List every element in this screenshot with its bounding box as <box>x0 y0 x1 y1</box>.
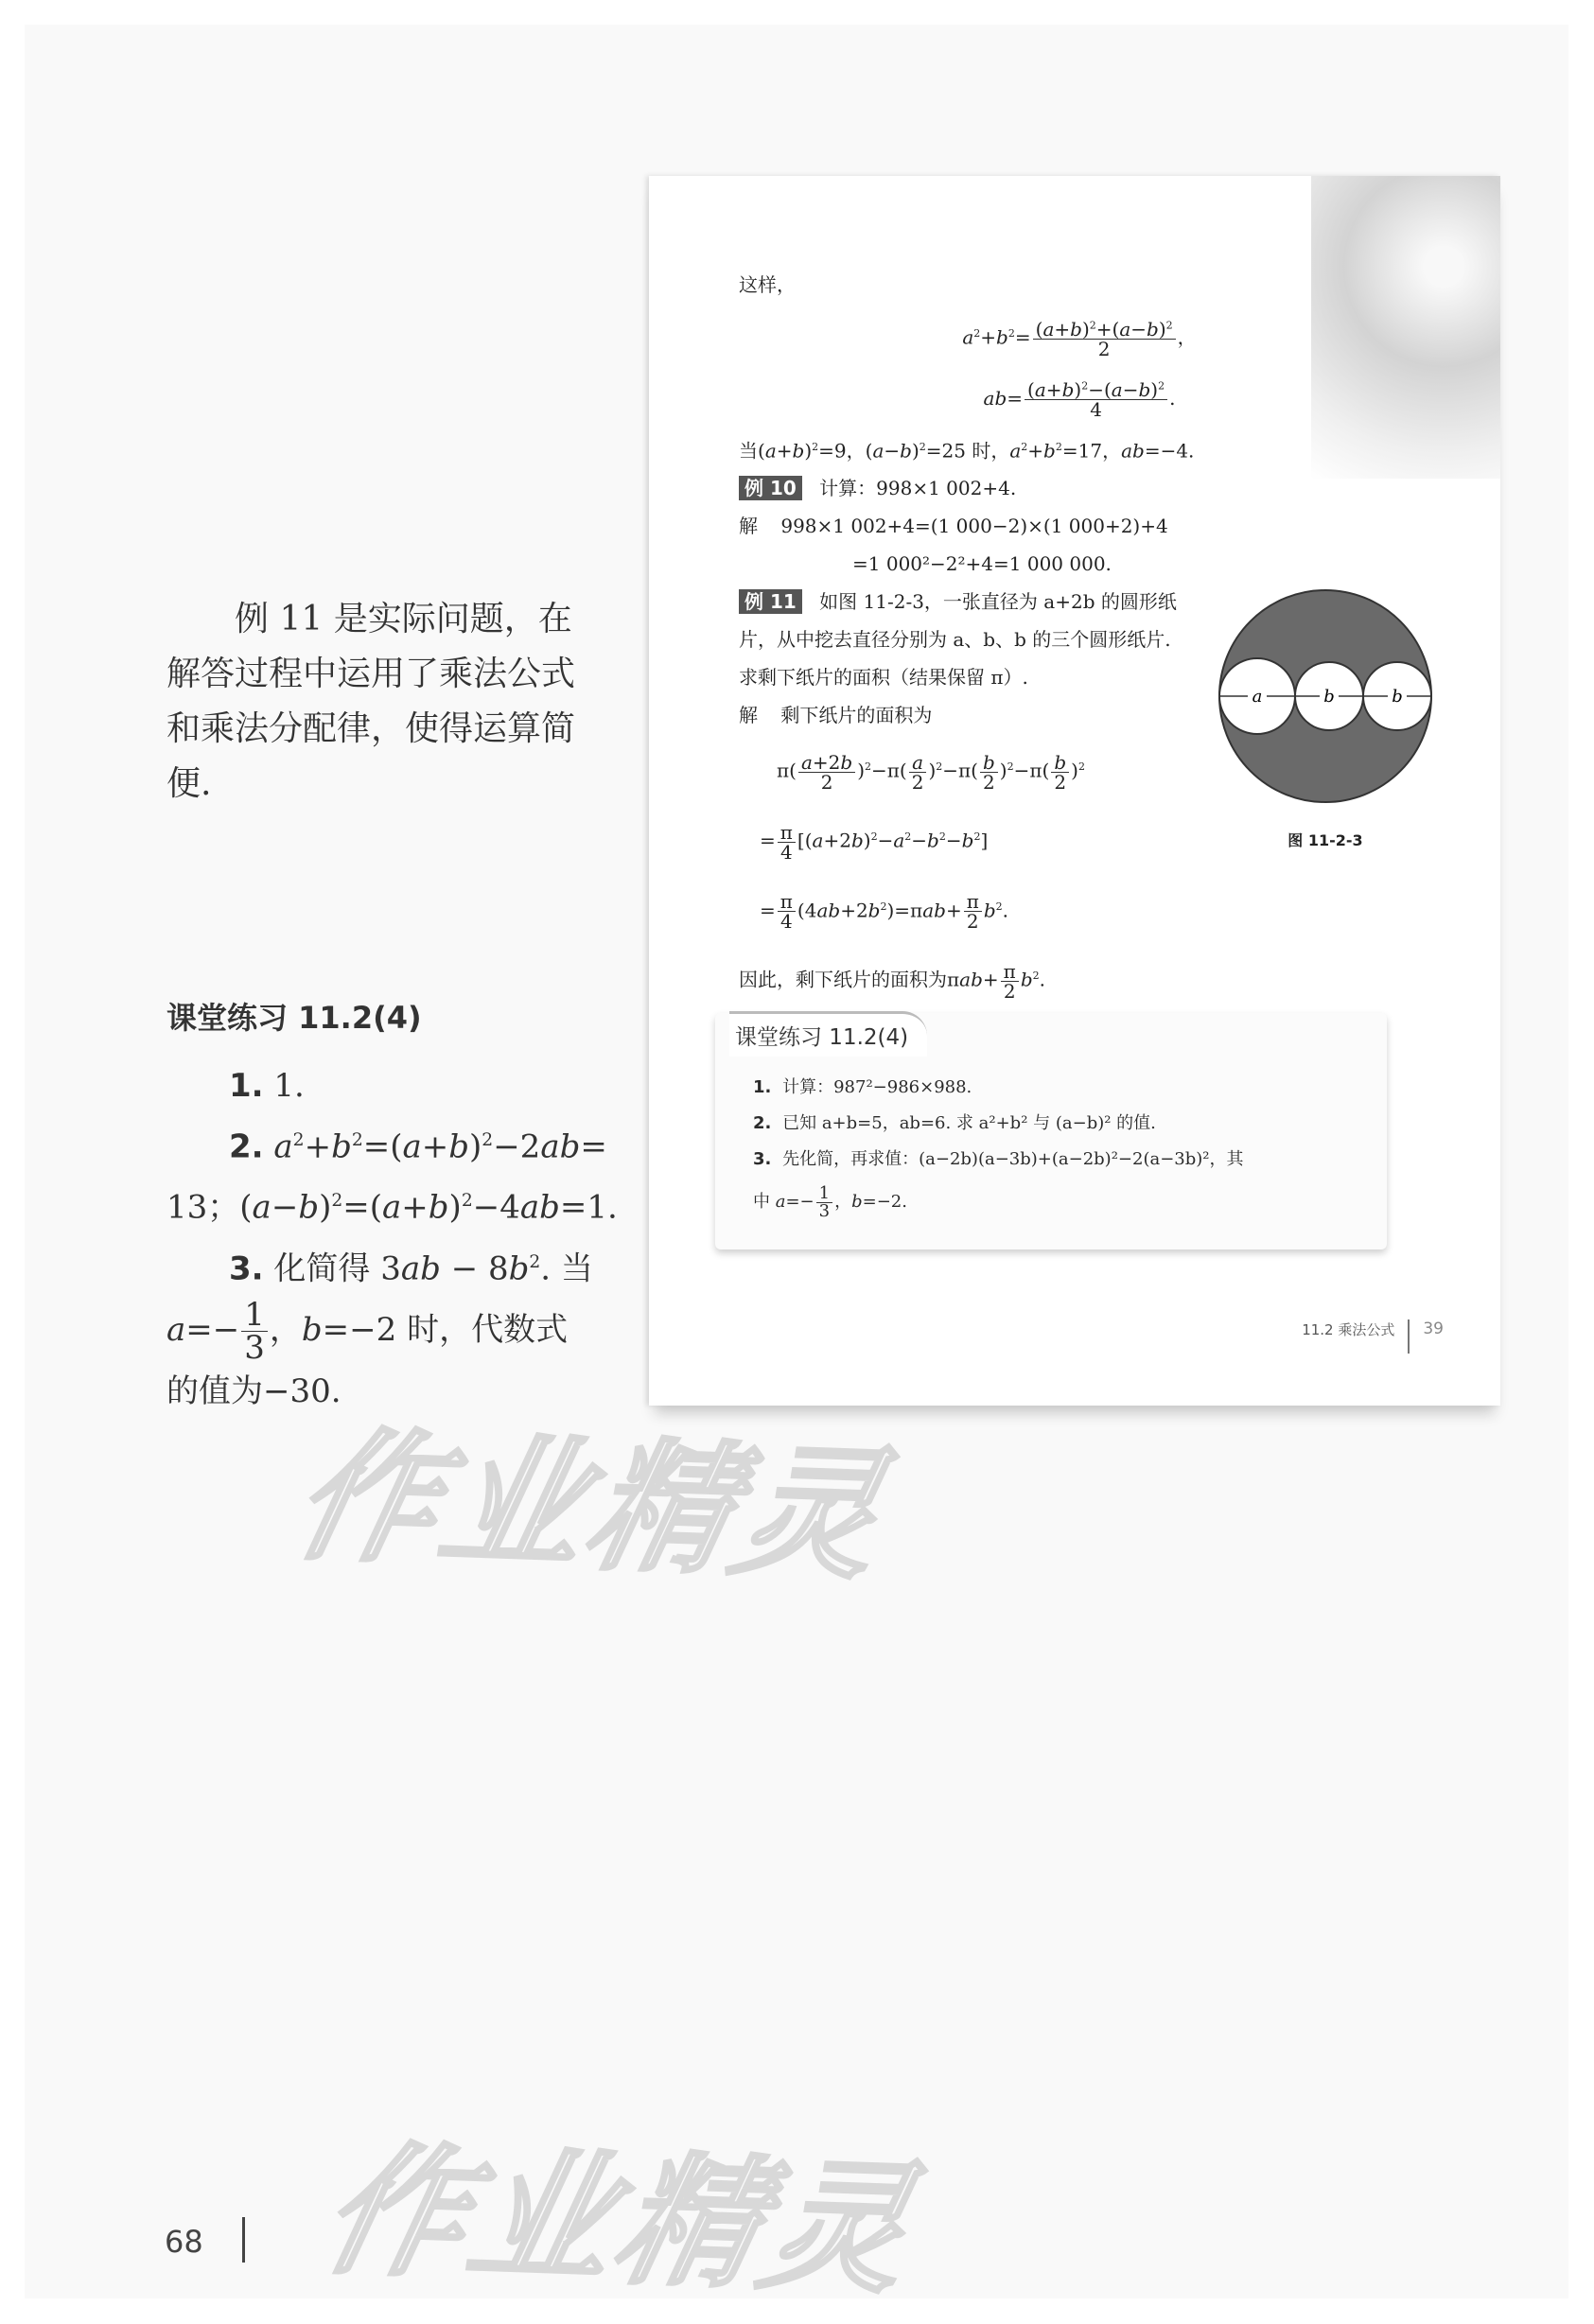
page-number-rule <box>242 2217 245 2263</box>
practice-item-number: 1. <box>753 1077 772 1097</box>
practice-items <box>753 1070 1244 1227</box>
formula-example-values: 当$(a+b)^2=9$，$(a-b)^2=25$ 时，$a^2+b^2=17$，ab=−4. <box>739 439 1195 463</box>
figure-11-2-3 <box>1212 583 1439 860</box>
example-11-step-1: π( $\frac{a+2b}{2}$ )$^2$−π( $\frac{a}{2}$ )$^2$−π( $\frac{b}{2}$ )$^2$−π( $\frac{b}{2}$ )$^2$ <box>777 750 1085 794</box>
practice-title: 课堂练习 11.2(4) <box>729 1011 927 1057</box>
figure-label-a: a <box>1252 687 1263 708</box>
example-10-step-1: 998×1 002+4=(1 000−2)×(1 000+2)+4 <box>780 515 1168 538</box>
example-11-conclusion: 因此，剩下纸片的面积为πab+ $\frac{\pi}{2}$ $b^2$. <box>739 959 1045 1003</box>
solution-label-11: 解 <box>739 704 758 727</box>
answer-3-value: 的值为−30. <box>166 1372 342 1411</box>
practice-item-3 <box>753 1142 1244 1178</box>
answer-3-cont: a=− $\frac{1}{3}$ ，b=−2 时，代数式 <box>166 1296 569 1368</box>
textbook-page <box>649 176 1500 1406</box>
page-sheet <box>25 25 1568 2314</box>
footer-divider <box>1408 1319 1410 1354</box>
answer-1 <box>166 1058 606 1113</box>
textbook-footer <box>1302 1319 1444 1354</box>
practice-item-number: 3. <box>753 1149 772 1169</box>
conclusion-prefix: 因此，剩下纸片的面积为 <box>739 968 947 991</box>
margin-note-text: 例 11 是实际问题，在解答过程中运用了乘法公式和乘法分配律，使得运算简便. <box>166 600 576 803</box>
fraction: $\frac{1}{3}$ <box>241 1299 268 1364</box>
example-10-solution-1 <box>739 507 1420 545</box>
example-11-solution-text: 剩下纸片的面积为 <box>780 704 933 727</box>
example-11-text-block <box>739 583 1183 696</box>
footer-page-number: 39 <box>1423 1319 1444 1338</box>
solution-label: 解 <box>739 515 758 538</box>
example-10-badge: 例 10 <box>739 476 802 500</box>
answer-1-text: 1. <box>273 1067 305 1105</box>
practice-item-text: 先化简，再求值：(a−2b)(a−3b)+(a−2b)²−2(a−3b)²，其 <box>782 1149 1244 1169</box>
practice-item-2 <box>753 1106 1244 1142</box>
example-11-badge: 例 11 <box>739 589 802 614</box>
example-11-step-3: = $\frac{\pi}{4}$ $(4ab+2b^2)=\pi ab+$ $\frac{\pi}{2}$ $b^2$. <box>760 890 1009 934</box>
page-number: 68 <box>165 2224 203 2260</box>
practice-box <box>715 1013 1387 1249</box>
example-11-step-2: = $\frac{\pi}{4}$ $[(a+2b)^2-a^2-b^2-b^2]$ <box>760 820 989 864</box>
margin-note <box>166 592 602 812</box>
answer-2-cont: 13；$(a-b)^2=(a+b)^2-4ab=1$. <box>166 1188 618 1227</box>
example-11-text: 如图 11-2-3，一张直径为 a+2b 的圆形纸片，从中挖去直径分别为 a、b、b 的三个圆形纸片. 求剩下纸片的面积（结果保留 π）. <box>739 590 1177 690</box>
answer-2: 2. $a^2+b^2=(a+b)^2-2ab=$ <box>229 1127 607 1166</box>
intro-text: 这样， <box>739 273 796 296</box>
example-10-solution-2: =1 000²−2²+4=1 000 000. <box>852 552 1112 576</box>
practice-item-text: 已知 a+b=5，ab=6. 求 a²+b² 与 (a−b)² 的值. <box>782 1113 1156 1133</box>
answers-title: 课堂练习 11.2(4) <box>166 1000 422 1036</box>
answer-2-label: 2. <box>229 1127 264 1166</box>
circles-diagram <box>1212 583 1439 810</box>
formula-product: ab= $\frac{(a+b)^2-(a-b)^2}{4}$ . <box>983 377 1176 421</box>
practice-item-3-cont: 中 a=− $\frac{1}{3}$ ，b=−2. <box>753 1182 907 1221</box>
watermark: 作业精灵 <box>280 1414 902 1599</box>
textbook-content <box>739 266 1420 1013</box>
practice-item-text: 计算：987²−986×988. <box>782 1077 972 1097</box>
answer-3-dang: 当 <box>560 1249 593 1287</box>
practice-item-1 <box>753 1070 1244 1106</box>
answer-3: 3. 化简得 $3ab - 8b^2$. 当 <box>229 1249 593 1287</box>
figure-label-b1: b <box>1323 687 1335 708</box>
footer-section: 11.2 乘法公式 <box>1302 1321 1395 1338</box>
example-10 <box>739 469 1420 507</box>
answer-3-prefix: 化简得 <box>273 1249 371 1287</box>
example-10-task: 计算：998×1 002+4. <box>819 477 1017 500</box>
watermark-bottom: 作业精灵 <box>308 2128 931 2314</box>
figure-caption: 图 11-2-3 <box>1287 831 1363 850</box>
answers-block <box>166 994 618 1419</box>
answer-1-label: 1. <box>229 1067 264 1105</box>
figure-label-b2: b <box>1392 687 1403 708</box>
practice-item-number: 2. <box>753 1113 772 1133</box>
formula-sum-squares: $a^2+b^2=$ $\frac{(a+b)^2+(a-b)^2}{2}$ ， <box>962 317 1197 360</box>
example-11 <box>739 583 1420 1013</box>
answer-3-label: 3. <box>229 1249 264 1287</box>
answer-3-when: 时，代数式 <box>407 1310 569 1349</box>
